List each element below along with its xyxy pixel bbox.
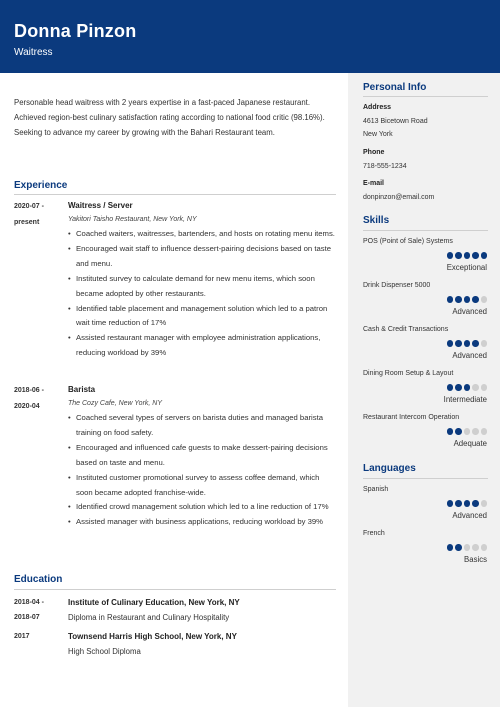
date-start: 2018-06 - — [14, 387, 44, 394]
rating-dot-filled — [447, 428, 454, 435]
school-name: Institute of Culinary Education, New York, NY — [68, 598, 240, 607]
rating-dot-filled — [472, 252, 479, 259]
skill-name: Cash & Credit Transactions — [363, 326, 449, 333]
skills-heading: Skills — [363, 215, 390, 226]
personal-info-divider — [363, 96, 488, 97]
rating-dot-empty — [481, 384, 488, 391]
skill-name: POS (Point of Sale) Systems — [363, 238, 453, 245]
personal-info-heading: Personal Info — [363, 82, 427, 93]
list-item: • Assisted manager with business applications, reducing workload by 39% — [68, 515, 336, 530]
summary-text: Personable head waitress with 2 years expertise in a fast-paced Japanese restaurant. Achieved region-best culinary satisfaction rating according to national food critic (98.16%). Seeking to advance my career by growing with the Bahari Restaurant team. — [14, 98, 325, 137]
skill-level: Adequate — [453, 439, 487, 448]
skill-rating — [447, 384, 488, 391]
resume-header — [0, 0, 500, 73]
experience-divider — [14, 194, 336, 195]
date-end: present — [14, 219, 40, 226]
rating-dot-empty — [472, 428, 479, 435]
language-level: Basics — [464, 555, 487, 564]
job-role: Waitress / Server — [68, 201, 133, 210]
skill-name: Restaurant Intercom Operation — [363, 414, 460, 421]
rating-dot-filled — [464, 340, 471, 347]
skill-name: Dining Room Setup & Layout — [363, 370, 454, 377]
job-company: Yakitori Taisho Restaurant, New York, NY — [68, 216, 197, 223]
skill-name: Drink Dispenser 5000 — [363, 282, 431, 289]
school-name: Townsend Harris High School, New York, NY — [68, 632, 237, 641]
list-item: • Coached several types of servers on barista duties and managed barista training on food safety. — [68, 411, 336, 441]
rating-dot-filled — [481, 252, 488, 259]
phone-label: Phone — [363, 149, 385, 156]
rating-dot-empty — [481, 500, 488, 507]
list-item: • Encouraged and influenced cafe guests to make dessert-pairing decisions based on taste and menu. — [68, 441, 336, 471]
language-name: Spanish — [363, 486, 389, 493]
list-item: • Encouraged wait staff to influence dessert-pairing decisions based on taste and menu. — [68, 242, 336, 272]
rating-dot-filled — [447, 340, 454, 347]
date-start: 2020-07 - — [14, 203, 44, 210]
skill-rating — [447, 340, 488, 347]
date-start: 2017 — [14, 633, 30, 640]
date-start: 2018-04 - — [14, 599, 44, 606]
rating-dot-filled — [447, 384, 454, 391]
skill-rating — [447, 296, 488, 303]
candidate-name: Donna Pinzon — [14, 21, 137, 41]
list-item: • Assisted restaurant manager with employee administration applications, reducing workload by 39% — [68, 331, 336, 361]
rating-dot-empty — [481, 340, 488, 347]
address-line-2: New York — [363, 131, 393, 138]
job-role: Barista — [68, 385, 96, 394]
degree-name: Diploma in Restaurant and Culinary Hospitality — [68, 613, 230, 622]
rating-dot-filled — [447, 252, 454, 259]
skill-rating — [447, 428, 488, 435]
degree-name: High School Diploma — [68, 647, 141, 656]
rating-dot-filled — [472, 296, 479, 303]
rating-dot-filled — [455, 384, 462, 391]
date-end: 2018-07 — [14, 614, 40, 621]
rating-dot-empty — [481, 544, 488, 551]
languages-heading: Languages — [363, 463, 416, 474]
list-item: • Instituted survey to calculate demand for new menu items, which soon became adopted by other restaurants. — [68, 272, 336, 302]
rating-dot-empty — [472, 384, 479, 391]
language-name: French — [363, 530, 385, 537]
education-heading: Education — [14, 574, 63, 585]
rating-dot-empty — [481, 296, 488, 303]
rating-dot-filled — [455, 500, 462, 507]
rating-dot-filled — [464, 500, 471, 507]
list-item: • Instituted customer promotional survey to assess coffee demand, which soon became adopted franchise-wide. — [68, 471, 336, 501]
phone-number: 718-555-1234 — [363, 163, 407, 170]
skill-level: Advanced — [452, 351, 487, 360]
rating-dot-filled — [464, 384, 471, 391]
skill-level: Advanced — [452, 307, 487, 316]
skill-rating — [447, 252, 488, 259]
job-bullets — [68, 227, 336, 361]
language-level: Advanced — [452, 511, 487, 520]
address-label: Address — [363, 104, 392, 111]
address-line-1: 4613 Bicetown Road — [363, 118, 428, 125]
rating-dot-filled — [472, 340, 479, 347]
list-item: • Coached waiters, waitresses, bartenders, and hosts on rotating menu items. — [68, 227, 336, 242]
email-label: E-mail — [363, 180, 385, 187]
rating-dot-filled — [447, 544, 454, 551]
rating-dot-filled — [455, 544, 462, 551]
list-item: • Identified table placement and management solution which led to a patron wait time reduction of 17% — [68, 302, 336, 332]
list-item: • Identified crowd management solution which led to a line reduction of 17% — [68, 500, 336, 515]
skills-divider — [363, 230, 488, 231]
education-divider — [14, 589, 336, 590]
date-end: 2020-04 — [14, 403, 40, 410]
sidebar — [348, 73, 500, 707]
rating-dot-filled — [455, 296, 462, 303]
candidate-title: Waitress — [14, 47, 53, 58]
skill-level: Exceptional — [446, 263, 487, 272]
rating-dot-empty — [472, 544, 479, 551]
job-bullets — [68, 411, 336, 530]
rating-dot-filled — [464, 296, 471, 303]
rating-dot-filled — [455, 252, 462, 259]
rating-dot-filled — [472, 500, 479, 507]
experience-heading: Experience — [14, 180, 68, 191]
main-column — [0, 73, 348, 707]
rating-dot-filled — [447, 500, 454, 507]
rating-dot-empty — [464, 428, 471, 435]
language-rating — [447, 500, 488, 507]
skill-level: Intermediate — [443, 395, 487, 404]
rating-dot-filled — [455, 340, 462, 347]
email-address: donpinzon@email.com — [363, 194, 435, 201]
languages-divider — [363, 478, 488, 479]
job-company: The Cozy Cafe, New York, NY — [68, 400, 163, 407]
rating-dot-empty — [464, 544, 471, 551]
rating-dot-filled — [464, 252, 471, 259]
rating-dot-filled — [455, 428, 462, 435]
rating-dot-empty — [481, 428, 488, 435]
rating-dot-filled — [447, 296, 454, 303]
language-rating — [447, 544, 488, 551]
